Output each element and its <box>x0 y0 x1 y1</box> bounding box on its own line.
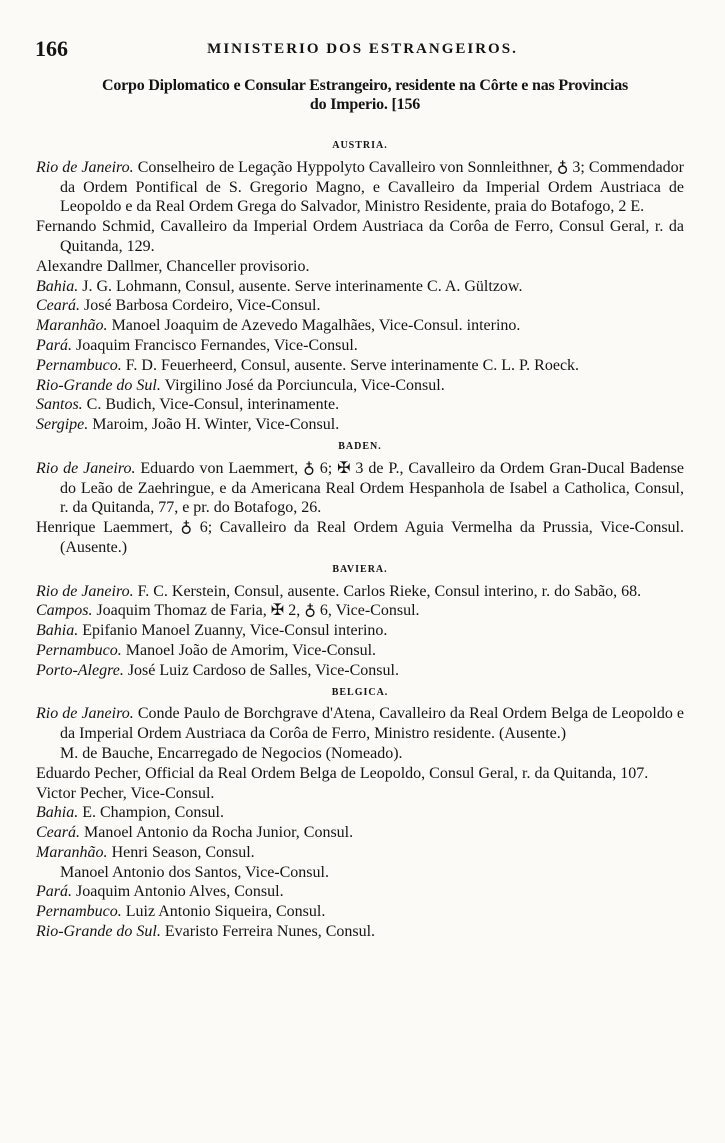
entry-text: Joaquim Francisco Fernandes, Vice-Consul. <box>72 336 358 354</box>
entry-text: F. C. Kerstein, Consul, ausente. Carlos Rieke, Consul interino, r. do Sabão, 68. <box>133 582 642 600</box>
list-item <box>36 764 684 784</box>
location-label: Rio de Janeiro. <box>36 582 134 600</box>
entry-text: F. D. Feuerheerd, Consul, ausente. Serve interinamente C. L. P. Roeck. <box>121 356 580 374</box>
entry-text: Maroim, João H. Winter, Vice-Consul. <box>88 416 340 434</box>
entry-text: Manoel Antonio da Rocha Junior, Consul. <box>80 824 354 842</box>
list-item <box>36 582 684 602</box>
list-item <box>36 784 684 804</box>
entry-text: Victor Pecher, Vice-Consul. <box>36 784 215 802</box>
list-item <box>36 217 684 257</box>
list-item <box>36 922 684 942</box>
entry-text: Virgilino José da Porciuncula, Vice-Consul. <box>160 376 445 394</box>
list-item <box>36 277 684 297</box>
list-item <box>36 415 684 435</box>
entry-text: José Luiz Cardoso de Salles, Vice-Consul. <box>123 661 399 679</box>
list-item <box>36 395 684 415</box>
entry-text: Manoel Joaquim de Azevedo Magalhães, Vice-Consul. interino. <box>107 317 521 335</box>
entry-text: Epifanio Manoel Zuanny, Vice-Consul interino. <box>78 622 388 640</box>
page-title <box>40 76 690 114</box>
location-label: Campos. <box>36 602 93 620</box>
location-label: Rio-Grande do Sul. <box>36 923 161 941</box>
entry-text: José Barbosa Cordeiro, Vice-Consul. <box>80 297 321 315</box>
location-label: Pará. <box>36 336 72 354</box>
list-item <box>36 257 684 277</box>
list-item <box>36 803 684 823</box>
list-item <box>36 641 684 661</box>
entry-text: Henri Season, Consul. <box>107 843 255 861</box>
location-label: Porto-Alegre. <box>36 661 124 679</box>
location-label: Pernambuco. <box>36 641 122 659</box>
list-item <box>36 843 684 863</box>
entry-text: Eduardo Pecher, Official da Real Ordem Belga de Leopoldo, Consul Geral, r. da Quitanda, 107. <box>36 764 649 782</box>
section-heading: BADEN. <box>338 440 382 452</box>
list-item <box>36 863 684 883</box>
list-item <box>36 704 684 744</box>
location-label: Pernambuco. <box>36 356 122 374</box>
location-label: Ceará. <box>36 297 80 315</box>
list-item <box>36 518 684 558</box>
list-item <box>36 621 684 641</box>
location-label: Santos. <box>36 396 83 414</box>
entry-text: Conde Paulo de Borchgrave d'Atena, Cavalleiro da Real Ordem Belga de Leopoldo e da Imperial Ordem Austriaca da Corôa de Ferro, Ministro residente. (Ausente.) <box>60 705 685 743</box>
location-label: Bahia. <box>36 622 79 640</box>
location-label: Ceará. <box>36 824 80 842</box>
location-label: Bahia. <box>36 804 79 822</box>
location-label: Bahia. <box>36 277 79 295</box>
entry-text: Henrique Laemmert, ♁ 6; Cavalleiro da Real Ordem Aguia Vermelha da Prussia, Vice-Consul. (Ausente.) <box>36 519 684 556</box>
title-line-1: Corpo Diplomatico e Consular Estrangeiro, residente na Côrte e nas Provincias <box>101 77 629 94</box>
list-item <box>36 376 684 396</box>
location-label: Maranhão. <box>36 843 108 861</box>
list-item <box>36 902 684 922</box>
list-item <box>36 661 684 681</box>
section-heading: AUSTRIA. <box>332 140 388 151</box>
location-label: Sergipe. <box>36 416 89 434</box>
location-label: Rio de Janeiro. <box>36 705 134 723</box>
entry-text: Joaquim Antonio Alves, Consul. <box>72 883 284 901</box>
entry-text: Alexandre Dallmer, Chanceller provisorio. <box>36 257 310 275</box>
location-label: Rio de Janeiro. <box>36 158 134 176</box>
list-item <box>36 601 684 621</box>
location-label: Maranhão. <box>36 317 108 335</box>
list-item <box>36 459 684 518</box>
entry-text: C. Budich, Vice-Consul, interinamente. <box>82 396 340 414</box>
entry-text: Manoel João de Amorim, Vice-Consul. <box>121 641 377 659</box>
entry-text: J. G. Lohmann, Consul, ausente. Serve interinamente C. A. Gültzow. <box>78 277 523 295</box>
entry-text: Conselheiro de Legação Hyppolyto Cavalleiro von Sonnleithner, ♁ 3; Commendador da Ordem Pontifical de S. Gregorio Magno, e Cavalleiro da Imperial Ordem Austriaca de Leopoldo e da Real Ordem Grega do Salvador, Ministro Residente, praia do Botafogo, 2 E. <box>60 158 685 216</box>
entry-text: Joaquim Thomaz de Faria, ✠ 2, ♁ 6, Vice-Consul. <box>92 602 420 620</box>
location-label: Rio-Grande do Sul. <box>36 376 161 394</box>
running-title: MINISTERIO DOS ESTRANGEIROS. <box>207 41 518 57</box>
list-item <box>36 296 684 316</box>
section-heading: BAVIERA. <box>332 563 388 575</box>
list-item <box>36 356 684 376</box>
list-item <box>36 882 684 902</box>
list-item <box>36 336 684 356</box>
list-item <box>36 744 684 764</box>
entry-text: Luiz Antonio Siqueira, Consul. <box>121 903 326 921</box>
section-heading: BELGICA. <box>331 686 389 698</box>
entry-text: Manoel Antonio dos Santos, Vice-Consul. <box>60 863 329 881</box>
page-header <box>35 36 690 64</box>
entry-text: M. de Bauche, Encarregado de Negocios (Nomeado). <box>60 744 403 762</box>
location-label: Pará. <box>36 883 72 901</box>
entry-text: E. Champion, Consul. <box>78 804 224 822</box>
page-number: 166 <box>35 36 68 61</box>
location-label: Pernambuco. <box>36 903 122 921</box>
entry-text: Evaristo Ferreira Nunes, Consul. <box>160 923 376 941</box>
list-item <box>36 316 684 336</box>
list-item <box>36 823 684 843</box>
entry-text: Eduardo von Laemmert, ♁ 6; ✠ 3 de P., Cavalleiro da Ordem Gran-Ducal Badense do Leão de Zaehringue, e da Americana Real Ordem Hespanhola de Isabel a Catholica, Consul, r. da Quitanda, 77, e pr. do Botafogo, 26. <box>60 459 684 517</box>
entry-text: Fernando Schmid, Cavalleiro da Imperial Ordem Austriaca da Corôa de Ferro, Consul Geral, r. da Quitanda, 129. <box>36 218 684 255</box>
location-label: Rio de Janeiro. <box>36 459 136 477</box>
title-line-2: do Imperio. [156 <box>309 96 421 113</box>
list-item <box>36 158 684 217</box>
document-body <box>36 134 684 942</box>
